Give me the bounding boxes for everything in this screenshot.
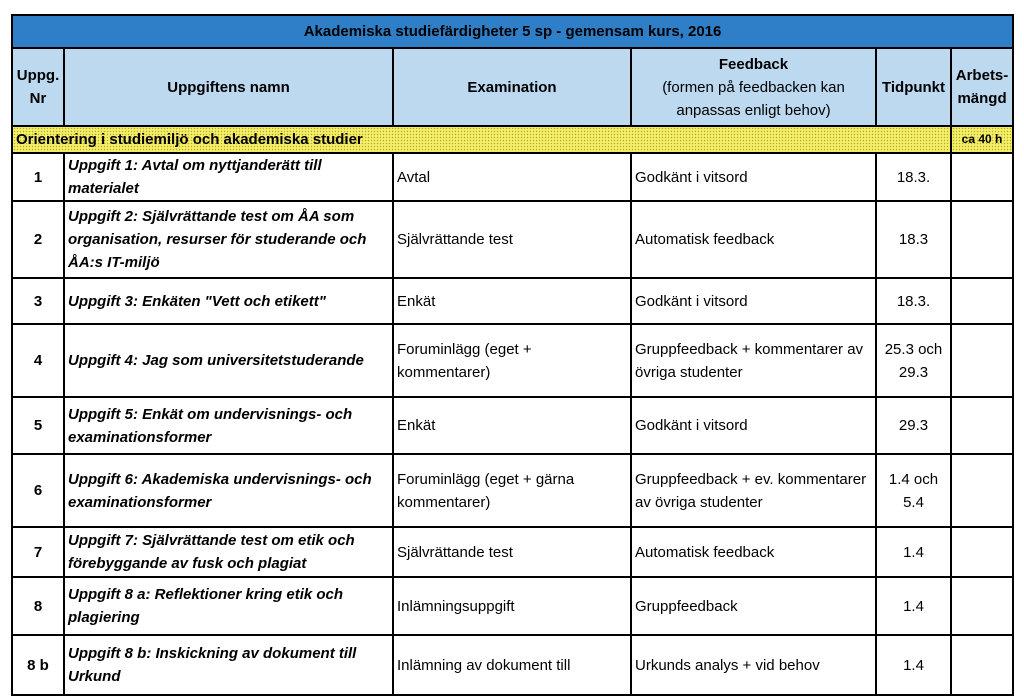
task-name: Uppgift 6: Akademiska undervisnings- och examinationsformer xyxy=(64,454,393,527)
task-nr: 6 xyxy=(12,454,64,527)
task-examination: Inlämningsuppgift xyxy=(393,577,631,635)
task-workload xyxy=(951,577,1013,635)
task-examination: Självrättande test xyxy=(393,201,631,278)
task-time: 1.4 xyxy=(876,527,951,577)
task-feedback: Godkänt i vitsord xyxy=(631,397,876,454)
header-time: Tidpunkt xyxy=(876,48,951,126)
task-feedback: Gruppfeedback + ev. kommentarer av övriga studenter xyxy=(631,454,876,527)
task-feedback: Automatisk feedback xyxy=(631,527,876,577)
task-examination: Foruminlägg (eget + kommentarer) xyxy=(393,324,631,397)
table-row xyxy=(12,153,1013,201)
task-workload xyxy=(951,635,1013,695)
task-examination: Enkät xyxy=(393,278,631,324)
title-row xyxy=(12,15,1013,48)
task-feedback: Godkänt i vitsord xyxy=(631,278,876,324)
task-time: 29.3 xyxy=(876,397,951,454)
task-examination: Inlämning av dokument till xyxy=(393,635,631,695)
task-workload xyxy=(951,454,1013,527)
task-name: Uppgift 1: Avtal om nyttjanderätt till materialet xyxy=(64,153,393,201)
header-workload-line1: Arbets- xyxy=(955,67,1009,84)
header-name: Uppgiftens namn xyxy=(64,48,393,126)
task-time: 18.3. xyxy=(876,278,951,324)
task-nr: 7 xyxy=(12,527,64,577)
task-time: 1.4 xyxy=(876,635,951,695)
table-title: Akademiska studiefärdigheter 5 sp - gemensam kurs, 2016 xyxy=(12,15,1013,48)
task-workload xyxy=(951,201,1013,278)
header-row xyxy=(12,48,1013,126)
task-name: Uppgift 5: Enkät om undervisnings- och examinationsformer xyxy=(64,397,393,454)
header-feedback-sub: (formen på feedbacken kan anpassas enligt behov) xyxy=(662,78,845,119)
task-workload xyxy=(951,153,1013,201)
header-nr-line2: Nr xyxy=(29,90,47,107)
task-feedback: Urkunds analys + vid behov xyxy=(631,635,876,695)
task-time: 18.3. xyxy=(876,153,951,201)
header-workload-line2: mängd xyxy=(957,90,1007,107)
task-name: Uppgift 3: Enkäten "Vett och etikett" xyxy=(64,278,393,324)
task-time: 25.3 och 29.3 xyxy=(876,324,951,397)
task-nr: 8 xyxy=(12,577,64,635)
table-row xyxy=(12,201,1013,278)
task-name: Uppgift 2: Självrättande test om ÅA som organisation, resurser för studerande och ÅA:s IT-miljö xyxy=(64,201,393,278)
section-row xyxy=(12,126,1013,153)
task-examination: Avtal xyxy=(393,153,631,201)
section-label: Orientering i studiemiljö och akademiska studier xyxy=(12,126,951,153)
task-workload xyxy=(951,278,1013,324)
table-row xyxy=(12,278,1013,324)
task-name: Uppgift 7: Självrättande test om etik och förebyggande av fusk och plagiat xyxy=(64,527,393,577)
task-feedback: Gruppfeedback + kommentarer av övriga studenter xyxy=(631,324,876,397)
header-nr xyxy=(12,48,64,126)
task-nr: 1 xyxy=(12,153,64,201)
task-feedback: Gruppfeedback xyxy=(631,577,876,635)
table-row xyxy=(12,324,1013,397)
task-name: Uppgift 4: Jag som universitetstuderande xyxy=(64,324,393,397)
task-nr: 8 b xyxy=(12,635,64,695)
task-name: Uppgift 8 a: Reflektioner kring etik och plagiering xyxy=(64,577,393,635)
task-workload xyxy=(951,324,1013,397)
header-nr-line1: Uppg. xyxy=(16,67,60,84)
task-nr: 4 xyxy=(12,324,64,397)
header-feedback-title: Feedback xyxy=(718,55,789,73)
task-rows xyxy=(12,153,1013,695)
task-examination: Självrättande test xyxy=(393,527,631,577)
task-time: 1.4 och 5.4 xyxy=(876,454,951,527)
task-nr: 5 xyxy=(12,397,64,454)
table-row xyxy=(12,527,1013,577)
table-row xyxy=(12,577,1013,635)
task-time: 1.4 xyxy=(876,577,951,635)
task-feedback: Godkänt i vitsord xyxy=(631,153,876,201)
table-row xyxy=(12,454,1013,527)
table-row xyxy=(12,635,1013,695)
section-workload: ca 40 h xyxy=(951,126,1013,153)
table-row xyxy=(12,397,1013,454)
task-time: 18.3 xyxy=(876,201,951,278)
task-name: Uppgift 8 b: Inskickning av dokument till Urkund xyxy=(64,635,393,695)
task-nr: 3 xyxy=(12,278,64,324)
header-examination: Examination xyxy=(393,48,631,126)
task-workload xyxy=(951,397,1013,454)
header-feedback xyxy=(631,48,876,126)
task-examination: Enkät xyxy=(393,397,631,454)
task-workload xyxy=(951,527,1013,577)
task-nr: 2 xyxy=(12,201,64,278)
task-examination: Foruminlägg (eget + gärna kommentarer) xyxy=(393,454,631,527)
task-feedback: Automatisk feedback xyxy=(631,201,876,278)
course-table xyxy=(11,14,1014,696)
header-workload xyxy=(951,48,1013,126)
